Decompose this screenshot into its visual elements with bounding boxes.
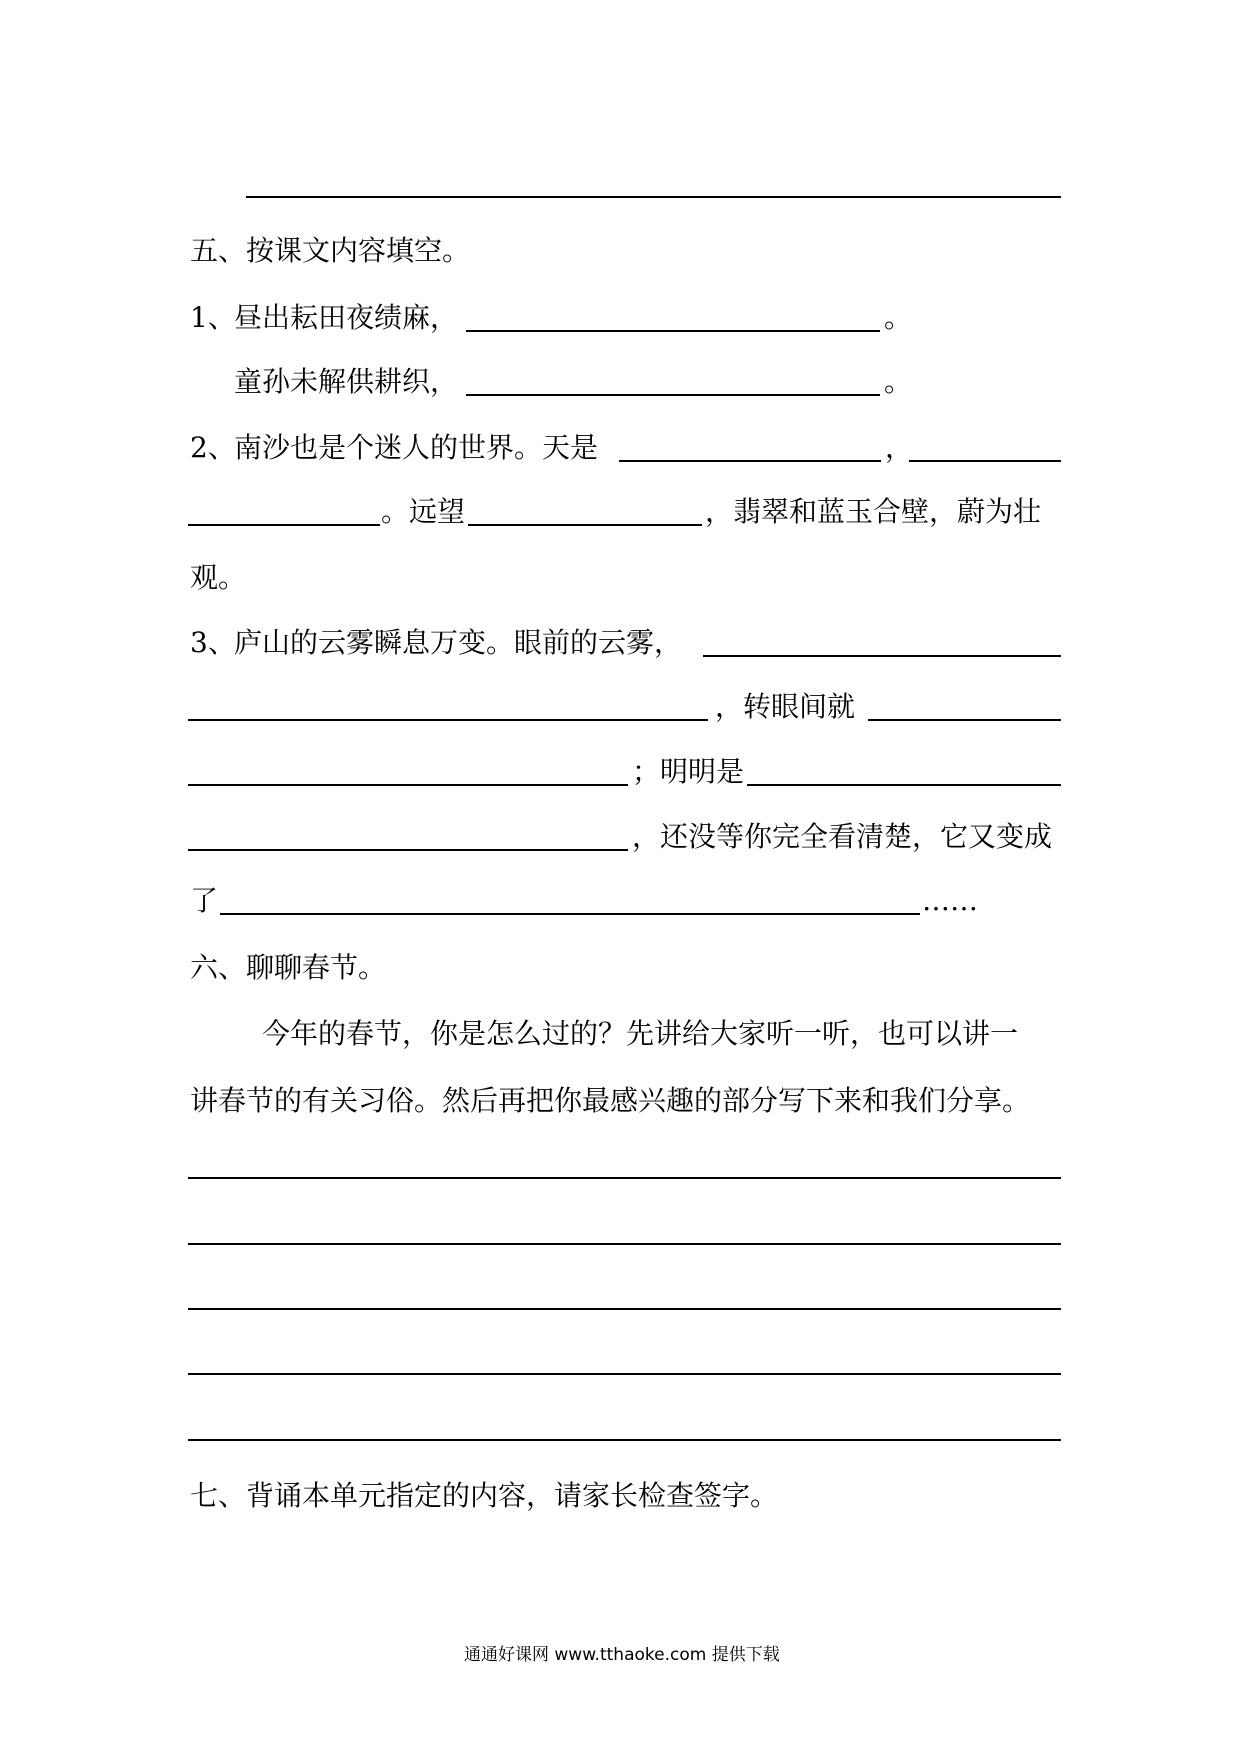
q1-line2-end: 。 [884,365,913,398]
q3-blank-5[interactable] [747,784,1061,786]
q3-ellipsis: …… [922,884,978,917]
q3-text1: 庐山的云雾瞬息万变。眼前的云雾， [234,626,683,659]
q3-text4: ，还没等你完全看清楚，它又变成 [632,820,1053,853]
q2-comma: ， [885,431,914,464]
writing-line-5[interactable] [188,1439,1061,1441]
q3-blank-6[interactable] [188,849,628,851]
writing-line-1[interactable] [188,1177,1061,1179]
section6-heading: 六、聊聊春节。 [190,951,387,984]
q3-text2: ，转眼间就 [715,690,856,723]
q1-line1-text: 昼出耘田夜绩麻， [234,301,459,334]
writing-line-2[interactable] [188,1243,1061,1245]
section6-para-line1: 今年的春节，你是怎么过的？先讲给大家听一听，也可以讲一 [262,1017,1019,1050]
section5-heading: 五、按课文内容填空。 [190,234,471,267]
top-answer-line[interactable] [246,196,1061,198]
q3-blank-2[interactable] [188,719,708,721]
q2-blank-1[interactable] [619,460,881,462]
q1-blank-1[interactable] [466,330,880,332]
q2-blank-3[interactable] [188,524,380,526]
q3-blank-7[interactable] [220,913,920,915]
q2-text2: 。远望 [381,495,466,528]
writing-line-4[interactable] [188,1373,1061,1375]
q3-blank-4[interactable] [188,784,628,786]
section7-heading: 七、背诵本单元指定的内容，请家长检查签字。 [190,1479,779,1512]
q2-text4: 观。 [190,561,247,594]
q2-blank-4[interactable] [468,524,702,526]
footer-text: 通通好课网 www.tthaoke.com 提供下载 [464,1645,780,1665]
q1-line1-end: 。 [884,301,913,334]
q1-blank-2[interactable] [466,394,880,396]
q2-label: 2、 [190,431,236,464]
q2-text3: ，翡翠和蓝玉合壁，蔚为壮 [705,495,1042,528]
q3-blank-3[interactable] [868,719,1061,721]
writing-line-3[interactable] [188,1308,1061,1310]
q1-line2-text: 童孙未解供耕织， [234,365,459,398]
q3-blank-1[interactable] [703,655,1061,657]
section6-para-line2: 讲春节的有关习俗。然后再把你最感兴趣的部分写下来和我们分享。 [190,1084,1031,1117]
q2-blank-2[interactable] [909,460,1061,462]
q3-label: 3、 [190,626,236,659]
q3-text5: 了 [190,884,219,917]
q1-label: 1、 [190,301,236,334]
q3-text3: ；明明是 [632,755,745,788]
q2-text1: 南沙也是个迷人的世界。天是 [234,431,599,464]
